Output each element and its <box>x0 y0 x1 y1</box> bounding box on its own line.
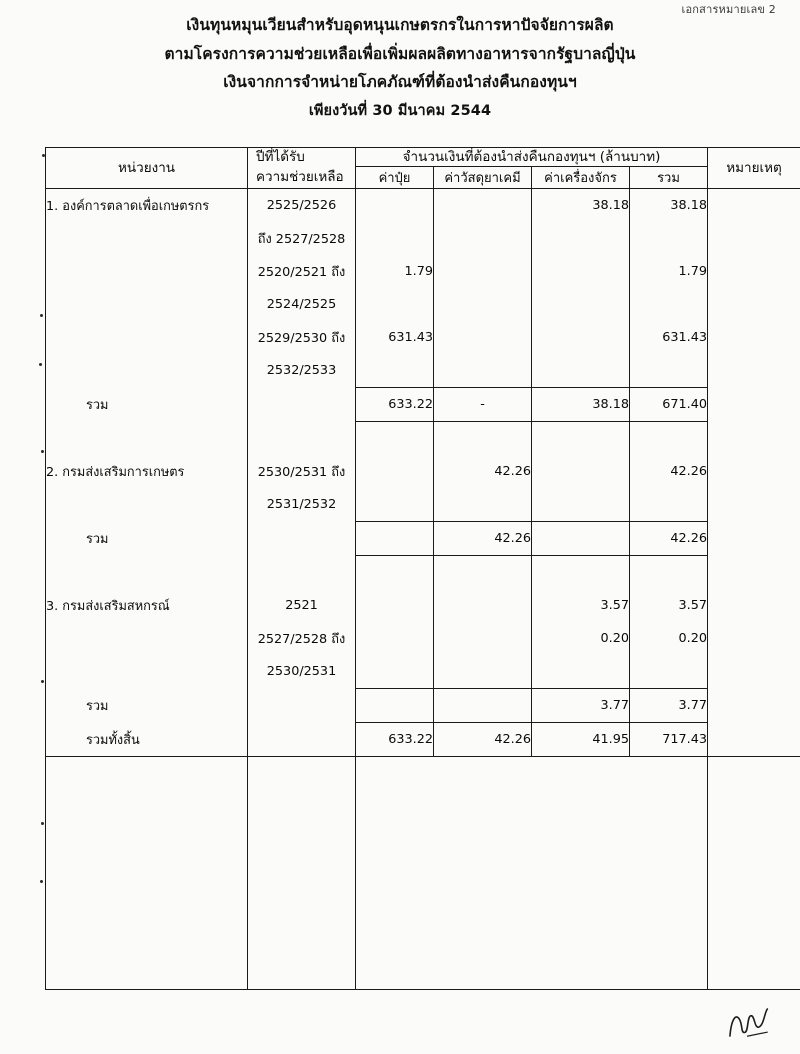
cell-total: 631.43 <box>630 321 708 354</box>
document-corner-note: เอกสารหมายเลข 2 <box>681 3 776 16</box>
table-row <box>46 189 800 223</box>
cell-year <box>248 388 356 422</box>
cell-total <box>630 556 708 590</box>
cell-remark-empty <box>708 757 800 990</box>
cell-fertilizer <box>356 556 434 590</box>
cell-year: 2527/2528 ถึง <box>248 622 356 655</box>
page-title-line-2: ตามโครงการความช่วยเหลือเพื่อเพิ่มผลผลิตทางอาหารจากรัฐบาลญี่ปุ่น <box>164 44 636 63</box>
cell-agency: 2. กรมส่งเสริมการเกษตร <box>46 455 248 488</box>
table-row-empty-tail <box>46 757 800 990</box>
cell-year: 2521 <box>248 589 356 622</box>
table-row <box>46 288 800 321</box>
cell-machinery: 38.18 <box>532 388 630 422</box>
cell-agency <box>46 288 248 321</box>
cell-fertilizer <box>356 522 434 556</box>
cell-total <box>630 354 708 388</box>
cell-year: 2520/2521 ถึง <box>248 255 356 288</box>
cell-machinery: 3.77 <box>532 689 630 723</box>
table-row-spacer <box>46 422 800 456</box>
cell-machinery: 0.20 <box>532 622 630 655</box>
cell-fertilizer <box>356 622 434 655</box>
cell-chemical <box>434 288 532 321</box>
margin-dot <box>41 450 44 453</box>
cell-machinery <box>532 354 630 388</box>
cell-agency <box>46 556 248 590</box>
page-title-line-1: เงินทุนหมุนเวียนสำหรับอุดหนุนเกษตรกรในการหาปัจจัยการผลิต <box>186 16 614 34</box>
cell-fertilizer <box>356 689 434 723</box>
header-fertilizer: ค่าปุ๋ย <box>356 167 434 189</box>
signature-icon <box>724 1006 773 1041</box>
table-row-grand-total <box>46 723 800 757</box>
table-body <box>46 189 800 990</box>
cell-year <box>248 689 356 723</box>
margin-dot <box>39 363 42 366</box>
table-row <box>46 321 800 354</box>
cell-fertilizer <box>356 354 434 388</box>
cell-total: 42.26 <box>630 455 708 488</box>
header-year-received-line2: ความช่วยเหลือ <box>248 167 356 189</box>
cell-remark <box>708 189 800 757</box>
cell-year: 2530/2531 <box>248 655 356 689</box>
cell-machinery: 41.95 <box>532 723 630 757</box>
cell-machinery <box>532 655 630 689</box>
cell-total: 717.43 <box>630 723 708 757</box>
cell-agency <box>46 354 248 388</box>
cell-total: 42.26 <box>630 522 708 556</box>
cell-machinery <box>532 488 630 522</box>
cell-fertilizer <box>356 655 434 689</box>
fund-return-table <box>45 147 800 990</box>
cell-chemical <box>434 189 532 223</box>
cell-year: 2532/2533 <box>248 354 356 388</box>
cell-year <box>248 522 356 556</box>
cell-agency-empty <box>46 757 248 990</box>
fund-return-table-wrapper <box>45 147 782 990</box>
cell-fertilizer: 633.22 <box>356 388 434 422</box>
cell-agency <box>46 255 248 288</box>
table-header-row-1 <box>46 148 800 167</box>
cell-year: 2530/2531 ถึง <box>248 455 356 488</box>
table-row-subtotal <box>46 689 800 723</box>
header-agency: หน่วยงาน <box>46 148 248 189</box>
cell-machinery <box>532 321 630 354</box>
margin-dot <box>40 880 43 883</box>
cell-chemical <box>434 354 532 388</box>
cell-machinery <box>532 288 630 321</box>
header-total: รวม <box>630 167 708 189</box>
cell-agency <box>46 622 248 655</box>
page-title-date: เพียงวันที่ 30 มีนาคม 2544 <box>308 102 492 119</box>
cell-fertilizer <box>356 189 434 223</box>
cell-agency: 3. กรมส่งเสริมสหกรณ์ <box>46 589 248 622</box>
table-row <box>46 222 800 255</box>
cell-agency: รวมทั้งสิ้น <box>46 723 248 757</box>
cell-fertilizer <box>356 589 434 622</box>
cell-total <box>630 655 708 689</box>
cell-chemical <box>434 655 532 689</box>
cell-agency: รวม <box>46 388 248 422</box>
cell-year: 2525/2526 <box>248 189 356 223</box>
cell-fertilizer: 631.43 <box>356 321 434 354</box>
header-machinery: ค่าเครื่องจักร <box>532 167 630 189</box>
handwritten-signature <box>724 1006 774 1047</box>
cell-machinery <box>532 422 630 456</box>
cell-machinery <box>532 522 630 556</box>
cell-machinery <box>532 255 630 288</box>
table-row <box>46 488 800 522</box>
cell-year <box>248 556 356 590</box>
cell-chemical <box>434 422 532 456</box>
cell-machinery <box>532 556 630 590</box>
table-row <box>46 255 800 288</box>
cell-total <box>630 488 708 522</box>
cell-year: 2529/2530 ถึง <box>248 321 356 354</box>
cell-chemical <box>434 556 532 590</box>
cell-total: 1.79 <box>630 255 708 288</box>
cell-agency: รวม <box>46 689 248 723</box>
cell-year: 2531/2532 <box>248 488 356 522</box>
cell-chemical <box>434 488 532 522</box>
table-row <box>46 589 800 622</box>
table-row <box>46 354 800 388</box>
cell-fertilizer <box>356 422 434 456</box>
table-row-spacer <box>46 556 800 590</box>
cell-machinery: 38.18 <box>532 189 630 223</box>
header-remark: หมายเหตุ <box>708 148 800 189</box>
cell-year: 2524/2525 <box>248 288 356 321</box>
cell-agency <box>46 655 248 689</box>
cell-machinery <box>532 455 630 488</box>
cell-total <box>630 222 708 255</box>
page-title-line-3: เงินจากการจำหน่ายโภคภัณฑ์ที่ต้องนำส่งคืนกองทุนฯ <box>223 73 577 91</box>
cell-total: 0.20 <box>630 622 708 655</box>
cell-fertilizer: 633.22 <box>356 723 434 757</box>
cell-agency <box>46 321 248 354</box>
cell-amount-empty <box>356 757 708 990</box>
margin-dot <box>40 314 43 317</box>
cell-chemical <box>434 255 532 288</box>
cell-chemical <box>434 622 532 655</box>
cell-chemical <box>434 689 532 723</box>
cell-total: 3.57 <box>630 589 708 622</box>
cell-fertilizer <box>356 222 434 255</box>
header-year-received-line1: ปีที่ได้รับ <box>248 148 356 167</box>
header-amount-group: จำนวนเงินที่ต้องนำส่งคืนกองทุนฯ (ล้านบาท) <box>356 148 708 167</box>
cell-agency: 1. องค์การตลาดเพื่อเกษตรกร <box>46 189 248 223</box>
cell-agency: รวม <box>46 522 248 556</box>
cell-total: 3.77 <box>630 689 708 723</box>
cell-chemical <box>434 321 532 354</box>
margin-dot <box>41 680 44 683</box>
cell-machinery: 3.57 <box>532 589 630 622</box>
header-chemical: ค่าวัสดุยาเคมี <box>434 167 532 189</box>
cell-machinery <box>532 222 630 255</box>
cell-year: ถึง 2527/2528 <box>248 222 356 255</box>
cell-agency <box>46 222 248 255</box>
table-row <box>46 655 800 689</box>
cell-agency <box>46 422 248 456</box>
cell-chemical <box>434 589 532 622</box>
table-row-subtotal <box>46 522 800 556</box>
cell-fertilizer <box>356 455 434 488</box>
cell-total: 38.18 <box>630 189 708 223</box>
table-row-subtotal <box>46 388 800 422</box>
cell-fertilizer <box>356 488 434 522</box>
cell-chemical: 42.26 <box>434 455 532 488</box>
cell-chemical: - <box>434 388 532 422</box>
cell-year-empty <box>248 757 356 990</box>
cell-fertilizer <box>356 288 434 321</box>
cell-chemical: 42.26 <box>434 723 532 757</box>
cell-total: 671.40 <box>630 388 708 422</box>
table-row <box>46 455 800 488</box>
document-title-block <box>0 0 800 118</box>
cell-total <box>630 288 708 321</box>
cell-total <box>630 422 708 456</box>
cell-agency <box>46 488 248 522</box>
table-row <box>46 622 800 655</box>
cell-fertilizer: 1.79 <box>356 255 434 288</box>
cell-chemical: 42.26 <box>434 522 532 556</box>
cell-chemical <box>434 222 532 255</box>
cell-year <box>248 723 356 757</box>
cell-year <box>248 422 356 456</box>
margin-dot <box>41 822 44 825</box>
